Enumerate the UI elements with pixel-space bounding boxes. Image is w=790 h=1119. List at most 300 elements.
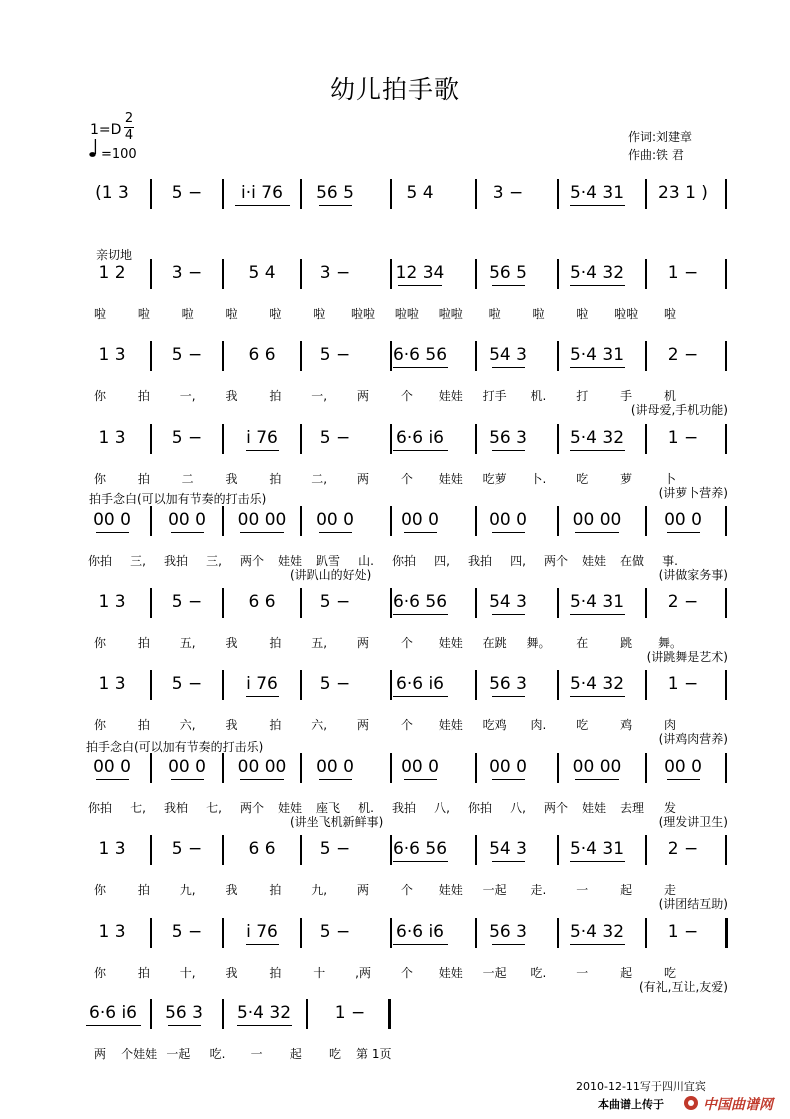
lyric-syllable: 个 bbox=[400, 472, 413, 486]
beam-underline bbox=[570, 614, 625, 615]
barline bbox=[725, 588, 727, 618]
lyric-syllable: 娃娃 bbox=[438, 636, 463, 650]
lyric-syllable: 我 bbox=[225, 883, 238, 897]
lyric-syllable: 拍 bbox=[269, 636, 282, 650]
barline bbox=[645, 424, 647, 454]
final-barline bbox=[725, 918, 728, 948]
time-signature-top: 2 bbox=[124, 111, 134, 126]
barline bbox=[645, 753, 647, 783]
lyric-syllable: 两 bbox=[357, 883, 370, 897]
measure-notes: 1 − bbox=[667, 674, 699, 694]
beam-underline bbox=[86, 1025, 141, 1026]
chant-label: 拍手念白(可以加有节奏的打击乐) bbox=[86, 740, 264, 754]
lyric-syllable: 我拍 bbox=[391, 801, 417, 815]
barline bbox=[300, 918, 302, 948]
lyric-syllable: 啦 bbox=[269, 307, 282, 321]
barline bbox=[725, 753, 727, 783]
beam-underline bbox=[570, 450, 625, 451]
measure-notes: 1 2 bbox=[98, 263, 126, 283]
barline bbox=[150, 588, 152, 618]
barline bbox=[222, 999, 224, 1029]
measure-notes: 1 3 bbox=[98, 592, 126, 612]
measure-notes: 6·6 56 bbox=[392, 839, 448, 859]
measure-notes: 5·4 31 bbox=[569, 183, 625, 203]
beam-underline bbox=[492, 779, 525, 780]
barline bbox=[475, 588, 477, 618]
beam-underline bbox=[393, 944, 448, 945]
lyric-syllable: 在 bbox=[576, 636, 589, 650]
lyric-syllable: 拍 bbox=[137, 966, 150, 980]
lyric-syllable: 我 bbox=[225, 636, 238, 650]
annotation-note: (讲鸡肉营养) bbox=[658, 732, 728, 746]
barline bbox=[390, 179, 392, 209]
lyric-syllable: 三, bbox=[130, 554, 146, 568]
beam-underline bbox=[570, 944, 625, 945]
measure-notes: 00 0 bbox=[93, 510, 131, 530]
measure-notes: 5·4 32 bbox=[569, 922, 625, 942]
lyric-syllable: 在跳 bbox=[482, 636, 507, 650]
beam-underline bbox=[667, 779, 700, 780]
beam-underline bbox=[492, 861, 525, 862]
barline bbox=[645, 259, 647, 289]
barline bbox=[300, 753, 302, 783]
lyric-syllable: 趴雪 bbox=[315, 554, 341, 568]
measure-notes: 54 3 bbox=[489, 592, 527, 612]
measure-notes: 6 6 bbox=[248, 839, 276, 859]
time-signature bbox=[123, 112, 135, 143]
lyric-syllable: 我 bbox=[225, 389, 238, 403]
beam-underline bbox=[393, 367, 448, 368]
beam-underline bbox=[319, 205, 352, 206]
lyric-syllable: 吃 bbox=[576, 472, 589, 486]
measure-notes: 54 3 bbox=[489, 839, 527, 859]
lyric-syllable: 卜 bbox=[663, 472, 677, 486]
barline bbox=[222, 341, 224, 371]
lyric-syllable: 你拍 bbox=[467, 801, 493, 815]
beam-underline bbox=[492, 450, 525, 451]
measure-notes: 5·4 32 bbox=[236, 1003, 292, 1023]
measure-notes: 5 − bbox=[171, 592, 203, 612]
measure-notes: 2 − bbox=[667, 839, 699, 859]
lyric-syllable: 啦 bbox=[532, 307, 545, 321]
measure-notes: 5 − bbox=[319, 428, 351, 448]
measure-notes: 3 − bbox=[171, 263, 203, 283]
measure-notes: 6·6 56 bbox=[392, 345, 448, 365]
lyric-syllable: 走 bbox=[663, 883, 677, 897]
lyric-syllable: 手 bbox=[620, 389, 633, 403]
measure-notes: 00 00 bbox=[237, 757, 287, 777]
beam-underline bbox=[575, 779, 619, 780]
beam-underline bbox=[393, 614, 448, 615]
lyric-syllable: 一, bbox=[179, 389, 196, 403]
beam-underline bbox=[570, 205, 625, 206]
measure-notes: 1 − bbox=[667, 428, 699, 448]
lyric-syllable: 一起 bbox=[166, 1047, 191, 1061]
lyric-syllable: 一起 bbox=[482, 883, 507, 897]
time-signature-bottom: 4 bbox=[124, 128, 134, 143]
lyric-syllable: 座飞 bbox=[315, 801, 341, 815]
barline bbox=[390, 835, 392, 865]
measure-notes: 1 3 bbox=[98, 674, 126, 694]
lyric-syllable: 拍 bbox=[269, 718, 282, 732]
beam-underline bbox=[667, 532, 700, 533]
barline bbox=[557, 918, 559, 948]
lyric-syllable: 你拍 bbox=[87, 801, 113, 815]
barline bbox=[390, 259, 392, 289]
barline bbox=[557, 179, 559, 209]
barline bbox=[390, 918, 392, 948]
measure-notes: 00 00 bbox=[237, 510, 287, 530]
lyric-syllable: 娃娃 bbox=[277, 801, 303, 815]
beam-underline bbox=[492, 532, 525, 533]
lyric-syllable: 我 bbox=[225, 472, 238, 486]
lyric-syllable: 舞。 bbox=[526, 636, 551, 650]
measure-notes: 56 5 bbox=[489, 263, 527, 283]
beam-underline bbox=[96, 779, 129, 780]
measure-notes: 1 − bbox=[334, 1003, 366, 1023]
lyric-syllable: 机. bbox=[530, 389, 547, 403]
lyric-syllable: 一 bbox=[576, 883, 589, 897]
lyric-syllable: 舞。 bbox=[657, 636, 683, 650]
measure-notes: 56 3 bbox=[165, 1003, 203, 1023]
measure-notes: 56 3 bbox=[489, 922, 527, 942]
lyric-syllable: 拍 bbox=[137, 389, 150, 403]
barline bbox=[150, 259, 152, 289]
beam-underline bbox=[171, 532, 204, 533]
footer-date: 2010-12-11写于四川宜宾 bbox=[576, 1080, 706, 1093]
beam-underline bbox=[168, 1025, 201, 1026]
lyric-syllable: 个 bbox=[400, 636, 413, 650]
barline bbox=[150, 179, 152, 209]
barline bbox=[300, 588, 302, 618]
key-signature: 1=D bbox=[90, 122, 122, 138]
lyric-syllable: 十 bbox=[313, 966, 326, 980]
lyric-syllable: 九, bbox=[311, 883, 328, 897]
measure-notes: 5 − bbox=[171, 674, 203, 694]
beam-underline bbox=[575, 532, 619, 533]
lyric-syllable: 事. bbox=[662, 554, 678, 568]
beam-underline bbox=[240, 779, 284, 780]
measure-notes: 6·6 i6 bbox=[396, 674, 444, 694]
measure-notes: 5·4 31 bbox=[569, 592, 625, 612]
composer: 作曲:铁 君 bbox=[628, 148, 684, 162]
barline bbox=[300, 424, 302, 454]
barline bbox=[557, 753, 559, 783]
lyric-syllable: 拍 bbox=[137, 636, 150, 650]
lyric-syllable: 吃鸡 bbox=[482, 718, 507, 732]
measure-notes: 56 3 bbox=[489, 428, 527, 448]
final-barline bbox=[388, 999, 391, 1029]
lyric-syllable: 娃娃 bbox=[438, 472, 463, 486]
measure-notes: 23 1 ) bbox=[658, 183, 708, 203]
measure-notes: 00 0 bbox=[664, 510, 702, 530]
lyric-syllable: 啦 bbox=[663, 307, 677, 321]
lyric-syllable: 肉 bbox=[663, 718, 677, 732]
lyric-syllable: 吃 bbox=[663, 966, 677, 980]
lyric-syllable: 四, bbox=[434, 554, 450, 568]
lyric-syllable: 去理 bbox=[619, 801, 645, 815]
beam-underline bbox=[570, 696, 625, 697]
lyric-syllable: 打手 bbox=[482, 389, 507, 403]
lyric-syllable: 七, bbox=[206, 801, 222, 815]
beam-underline bbox=[570, 285, 625, 286]
measure-notes: 6 6 bbox=[248, 345, 276, 365]
barline bbox=[557, 588, 559, 618]
measure-notes: 6·6 i6 bbox=[396, 428, 444, 448]
lyric-syllable: 拍 bbox=[137, 883, 150, 897]
measure-notes: 5 − bbox=[319, 839, 351, 859]
lyric-syllable: 五, bbox=[179, 636, 196, 650]
barline bbox=[645, 670, 647, 700]
barline bbox=[300, 835, 302, 865]
beam-underline bbox=[570, 367, 625, 368]
lyric-syllable: 肉. bbox=[530, 718, 547, 732]
expression-marking: 亲切地 bbox=[96, 248, 133, 262]
measure-notes: i 76 bbox=[246, 428, 278, 448]
measure-notes: 5·4 31 bbox=[569, 345, 625, 365]
lyric-syllable: 吃萝 bbox=[482, 472, 507, 486]
beam-underline bbox=[319, 779, 352, 780]
lyric-syllable: 你 bbox=[93, 636, 107, 650]
lyric-syllable: 啦啦 bbox=[614, 307, 639, 321]
barline bbox=[300, 506, 302, 536]
measure-notes: 6·6 i6 bbox=[396, 922, 444, 942]
lyric-syllable: 发 bbox=[663, 801, 677, 815]
measure-notes: 5 − bbox=[171, 428, 203, 448]
barline bbox=[475, 753, 477, 783]
beam-underline bbox=[492, 944, 525, 945]
lyric-syllable: 你拍 bbox=[391, 554, 417, 568]
beam-underline bbox=[235, 205, 290, 206]
barline bbox=[300, 259, 302, 289]
lyric-syllable: 六, bbox=[311, 718, 328, 732]
annotation-note: (讲跳舞是艺术) bbox=[646, 650, 728, 664]
measure-notes: 1 3 bbox=[98, 428, 126, 448]
lyric-syllable: 娃娃 bbox=[438, 718, 463, 732]
barline bbox=[475, 179, 477, 209]
lyric-syllable: 八, bbox=[510, 801, 526, 815]
lyric-syllable: 两个 bbox=[239, 801, 265, 815]
lyric-syllable: ,两 bbox=[355, 966, 371, 980]
lyric-syllable: 娃娃 bbox=[438, 966, 463, 980]
lyric-syllable: 两 bbox=[357, 718, 370, 732]
barline bbox=[222, 670, 224, 700]
measure-notes: 00 0 bbox=[316, 510, 354, 530]
lyric-syllable: 个娃娃 bbox=[121, 1047, 158, 1061]
barline bbox=[725, 424, 727, 454]
lyric-syllable: 个 bbox=[400, 966, 413, 980]
lyric-syllable: 一 bbox=[576, 966, 589, 980]
beam-underline bbox=[570, 861, 625, 862]
lyric-syllable: 拍 bbox=[269, 389, 282, 403]
beam-underline bbox=[492, 614, 525, 615]
lyric-syllable: 起 bbox=[620, 883, 633, 897]
barline bbox=[725, 835, 727, 865]
barline bbox=[222, 259, 224, 289]
barline bbox=[300, 179, 302, 209]
lyric-syllable: 拍 bbox=[269, 966, 282, 980]
measure-notes: 3 − bbox=[319, 263, 351, 283]
barline bbox=[557, 835, 559, 865]
annotation-note: (有礼,互让,友爱) bbox=[639, 980, 728, 994]
barline bbox=[725, 506, 727, 536]
measure-notes: 00 0 bbox=[401, 510, 439, 530]
lyric-syllable: 啦 bbox=[93, 307, 107, 321]
measure-notes: 1 − bbox=[667, 922, 699, 942]
lyricist: 作词:刘建章 bbox=[628, 130, 693, 144]
lyric-syllable: 吃. bbox=[209, 1047, 226, 1061]
barline bbox=[475, 259, 477, 289]
lyric-syllable: 一, bbox=[311, 389, 328, 403]
lyric-syllable: 啦啦 bbox=[438, 307, 463, 321]
lyric-syllable: 两 bbox=[93, 1047, 107, 1061]
lyric-syllable: 吃. bbox=[530, 966, 547, 980]
beam-underline bbox=[492, 367, 525, 368]
barline bbox=[475, 670, 477, 700]
lyric-syllable: 在做 bbox=[619, 554, 645, 568]
barline bbox=[150, 424, 152, 454]
barline bbox=[475, 918, 477, 948]
lyric-syllable: 卜. bbox=[530, 472, 547, 486]
lyric-syllable: 拍 bbox=[269, 883, 282, 897]
beam-underline bbox=[319, 532, 352, 533]
lyric-syllable: 七, bbox=[130, 801, 146, 815]
beam-underline bbox=[237, 1025, 292, 1026]
measure-notes: 56 3 bbox=[489, 674, 527, 694]
barline bbox=[222, 179, 224, 209]
beam-underline bbox=[246, 944, 279, 945]
measure-notes: 5 − bbox=[319, 592, 351, 612]
barline bbox=[150, 670, 152, 700]
barline bbox=[222, 588, 224, 618]
measure-notes: 5·4 32 bbox=[569, 263, 625, 283]
barline bbox=[557, 506, 559, 536]
barline bbox=[306, 999, 308, 1029]
lyric-syllable: 个 bbox=[400, 718, 413, 732]
measure-notes: 6·6 i6 bbox=[89, 1003, 137, 1023]
barline bbox=[475, 835, 477, 865]
lyric-syllable: 娃娃 bbox=[581, 801, 607, 815]
annotation-note: (讲母爱,手机功能) bbox=[630, 403, 728, 417]
barline bbox=[222, 753, 224, 783]
lyric-syllable: 啦 bbox=[137, 307, 150, 321]
barline bbox=[390, 506, 392, 536]
measure-notes: i·i 76 bbox=[241, 183, 283, 203]
measure-notes: 54 3 bbox=[489, 345, 527, 365]
measure-notes: (1 3 bbox=[95, 183, 129, 203]
measure-notes: 5·4 32 bbox=[569, 674, 625, 694]
barline bbox=[725, 179, 727, 209]
lyric-syllable: 你 bbox=[93, 718, 107, 732]
barline bbox=[645, 588, 647, 618]
measure-notes: 6 6 bbox=[248, 592, 276, 612]
lyric-syllable: 啦啦 bbox=[394, 307, 419, 321]
measure-notes: 5 − bbox=[319, 922, 351, 942]
beam-underline bbox=[492, 696, 525, 697]
beam-underline bbox=[404, 532, 437, 533]
measure-notes: 12 34 bbox=[395, 263, 445, 283]
barline bbox=[557, 341, 559, 371]
lyric-syllable: 我 bbox=[225, 718, 238, 732]
beam-underline bbox=[398, 285, 442, 286]
lyric-syllable: 吃 bbox=[328, 1047, 342, 1061]
barline bbox=[725, 259, 727, 289]
lyric-syllable: 娃娃 bbox=[438, 389, 463, 403]
measure-notes: 1 3 bbox=[98, 345, 126, 365]
beam-underline bbox=[171, 779, 204, 780]
lyric-syllable: 吃 bbox=[576, 718, 589, 732]
measure-notes: 1 3 bbox=[98, 839, 126, 859]
lyric-syllable: 我 bbox=[225, 966, 238, 980]
lyric-syllable: 你 bbox=[93, 389, 107, 403]
measure-notes: 5 4 bbox=[406, 183, 434, 203]
barline bbox=[645, 341, 647, 371]
measure-notes: 00 00 bbox=[572, 757, 622, 777]
site-logo-text: 中国曲谱网 bbox=[703, 1097, 773, 1113]
barline bbox=[300, 670, 302, 700]
lyric-syllable: 两个 bbox=[239, 554, 265, 568]
measure-notes: 2 − bbox=[667, 345, 699, 365]
annotation-note: (理发讲卫生) bbox=[658, 815, 728, 829]
measure-notes: 6·6 56 bbox=[392, 592, 448, 612]
measure-notes: 1 3 bbox=[98, 922, 126, 942]
measure-notes: 00 0 bbox=[489, 757, 527, 777]
lyric-syllable: 三, bbox=[206, 554, 222, 568]
lyric-syllable: 二 bbox=[181, 472, 194, 486]
measure-notes: i 76 bbox=[246, 674, 278, 694]
footer-upload: 本曲谱上传于 bbox=[598, 1098, 664, 1111]
barline bbox=[222, 918, 224, 948]
barline bbox=[645, 506, 647, 536]
song-title: 幼儿拍手歌 bbox=[329, 75, 460, 104]
barline bbox=[150, 341, 152, 371]
lyric-syllable: 五, bbox=[311, 636, 328, 650]
lyric-syllable: 萝 bbox=[620, 472, 633, 486]
site-logo bbox=[683, 1094, 779, 1112]
measure-notes: 5 − bbox=[171, 183, 203, 203]
lyric-syllable: 娃娃 bbox=[438, 883, 463, 897]
lyric-syllable: 走. bbox=[530, 883, 547, 897]
barline bbox=[475, 341, 477, 371]
annotation-note: (讲趴山的好处) bbox=[290, 568, 372, 582]
page-number: 第 1页 bbox=[356, 1047, 392, 1061]
beam-underline bbox=[96, 532, 129, 533]
measure-notes: 5·4 32 bbox=[569, 428, 625, 448]
lyric-syllable: 个 bbox=[400, 883, 413, 897]
measure-notes: 00 00 bbox=[572, 510, 622, 530]
barline bbox=[645, 179, 647, 209]
annotation-note: (讲萝卜营养) bbox=[658, 486, 728, 500]
measure-notes: 00 0 bbox=[93, 757, 131, 777]
measure-notes: 00 0 bbox=[664, 757, 702, 777]
beam-underline bbox=[246, 450, 279, 451]
lyric-syllable: 两 bbox=[357, 636, 370, 650]
barline bbox=[150, 753, 152, 783]
measure-notes: 1 − bbox=[667, 263, 699, 283]
lyric-syllable: 山. bbox=[358, 554, 374, 568]
lyric-syllable: 我拍 bbox=[467, 554, 493, 568]
barline bbox=[475, 506, 477, 536]
measure-notes: 5 − bbox=[171, 922, 203, 942]
measure-notes: 00 0 bbox=[401, 757, 439, 777]
barline bbox=[222, 835, 224, 865]
measure-notes: 2 − bbox=[667, 592, 699, 612]
barline bbox=[645, 835, 647, 865]
measure-notes: 5 − bbox=[171, 345, 203, 365]
lyric-syllable: 啦 bbox=[576, 307, 589, 321]
lyric-syllable: 两个 bbox=[543, 554, 569, 568]
lyric-syllable: 啦啦 bbox=[351, 307, 376, 321]
